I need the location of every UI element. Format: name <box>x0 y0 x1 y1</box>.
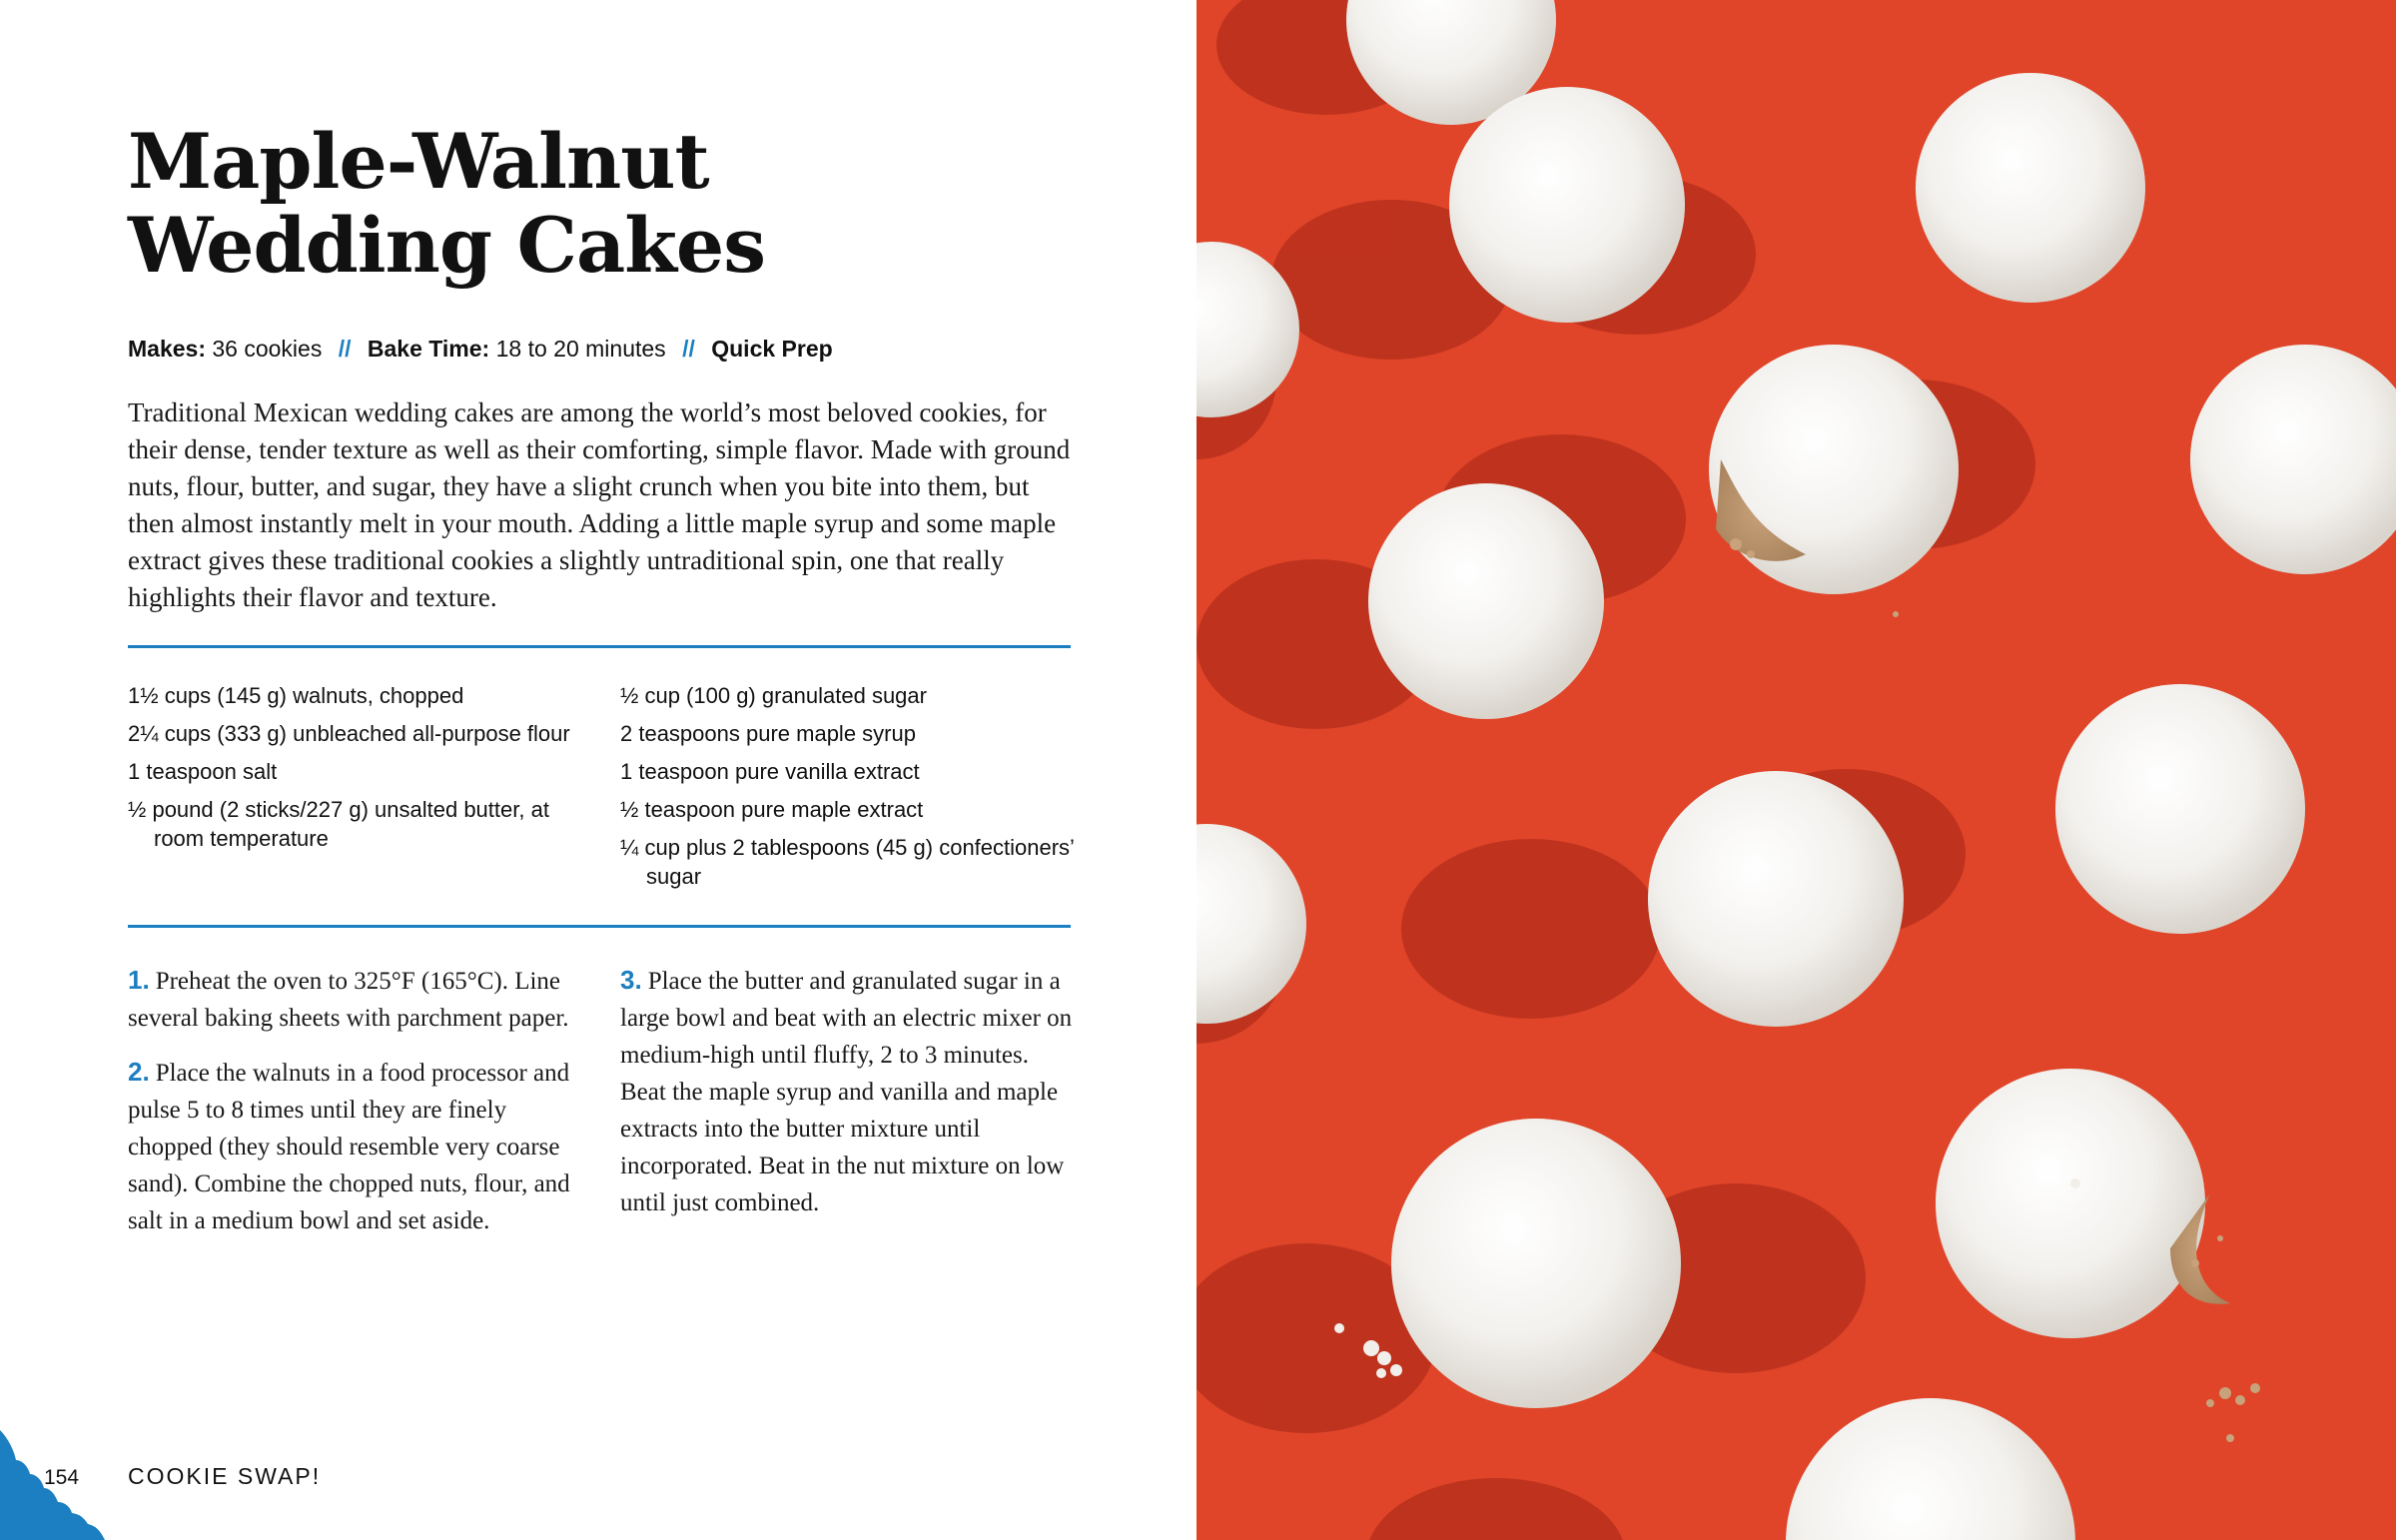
steps-column-right <box>620 962 1075 1238</box>
cookie-illustration <box>1197 0 2396 1540</box>
cookie <box>1648 771 1904 1027</box>
divider-rule <box>128 925 1071 928</box>
makes-value: 36 cookies <box>212 336 323 362</box>
meta-separator: // <box>338 336 352 362</box>
step-text: Place the walnuts in a food processor and pulse 5 to 8 times until they are finely chopped (they should resemble very coarse sand). Combine the chopped nuts, flour, and salt in a medium bowl and set aside. <box>128 1060 570 1234</box>
recipe-title <box>128 117 1027 290</box>
method-step <box>128 1054 582 1239</box>
cookie <box>1449 87 1685 323</box>
bake-time-label: Bake Time: <box>367 336 490 362</box>
cookie <box>1368 483 1604 719</box>
recipe-title-line-1: Maple-Walnut <box>128 117 709 206</box>
cookie <box>1936 1069 2205 1338</box>
step-number: 3. <box>620 965 642 995</box>
makes-label: Makes: <box>128 336 206 362</box>
cookie <box>1709 345 1959 594</box>
recipe-page <box>0 0 1197 1540</box>
ingredient-item: ½ cup (100 g) granulated sugar <box>620 683 927 708</box>
running-head: COOKIE SWAP! <box>128 1463 322 1489</box>
cookie-photo <box>1197 0 2396 1540</box>
step-number: 2. <box>128 1057 150 1087</box>
steps-column-left <box>128 962 582 1256</box>
step-number: 1. <box>128 965 150 995</box>
method-step <box>620 962 1075 1221</box>
ingredient-item: ½ pound (2 sticks/227 g) unsalted butter, at room temperature <box>128 797 549 851</box>
page-number: 154 <box>44 1466 80 1489</box>
method-step <box>128 962 582 1037</box>
recipe-intro: Traditional Mexican wedding cakes are among the world’s most beloved cookies, for their dense, tender texture as well as their comforting, simple flavor. Made with ground nuts, flour, butter, and sugar, they have a slight crunch when you bite into them, but then almost instantly melt in your mouth. Adding a little maple syrup and some maple extract gives these traditional cookies a slightly untraditional spin, one that really highlights their flavor and texture. <box>128 397 1071 612</box>
ingredients-list-left <box>128 681 597 862</box>
cookie <box>2055 684 2305 934</box>
recipe-title-line-2: Wedding Cakes <box>128 201 766 290</box>
ingredient-item: 2 teaspoons pure maple syrup <box>620 721 916 746</box>
step-text: Preheat the oven to 325°F (165°C). Line several baking sheets with parchment paper. <box>128 968 569 1032</box>
cookie <box>1391 1119 1681 1408</box>
ingredients-list-right <box>620 681 1090 900</box>
ingredient-item: ½ teaspoon pure maple extract <box>620 797 924 822</box>
ingredient-item: 1 teaspoon pure vanilla extract <box>620 759 920 784</box>
recipe-meta <box>128 334 1087 364</box>
cookie <box>1916 73 2145 303</box>
ingredient-item: 1 teaspoon salt <box>128 759 278 784</box>
meta-separator: // <box>682 336 695 362</box>
ingredient-item: 2¼ cups (333 g) unbleached all-purpose flour <box>128 721 570 746</box>
ingredient-item: ¼ cup plus 2 tablespoons (45 g) confectioners’ sugar <box>620 835 1075 889</box>
ingredient-item: 1½ cups (145 g) walnuts, chopped <box>128 683 464 708</box>
divider-rule <box>128 645 1071 648</box>
step-text: Place the butter and granulated sugar in a large bowl and beat with an electric mixer on medium-high until fluffy, 2 to 3 minutes. Beat the maple syrup and vanilla and maple extracts into the butter mixture until incorporated. Beat in the nut mixture on low until just combined. <box>620 968 1073 1216</box>
bake-time-value: 18 to 20 minutes <box>495 336 666 362</box>
quick-prep-tag: Quick Prep <box>711 336 833 362</box>
